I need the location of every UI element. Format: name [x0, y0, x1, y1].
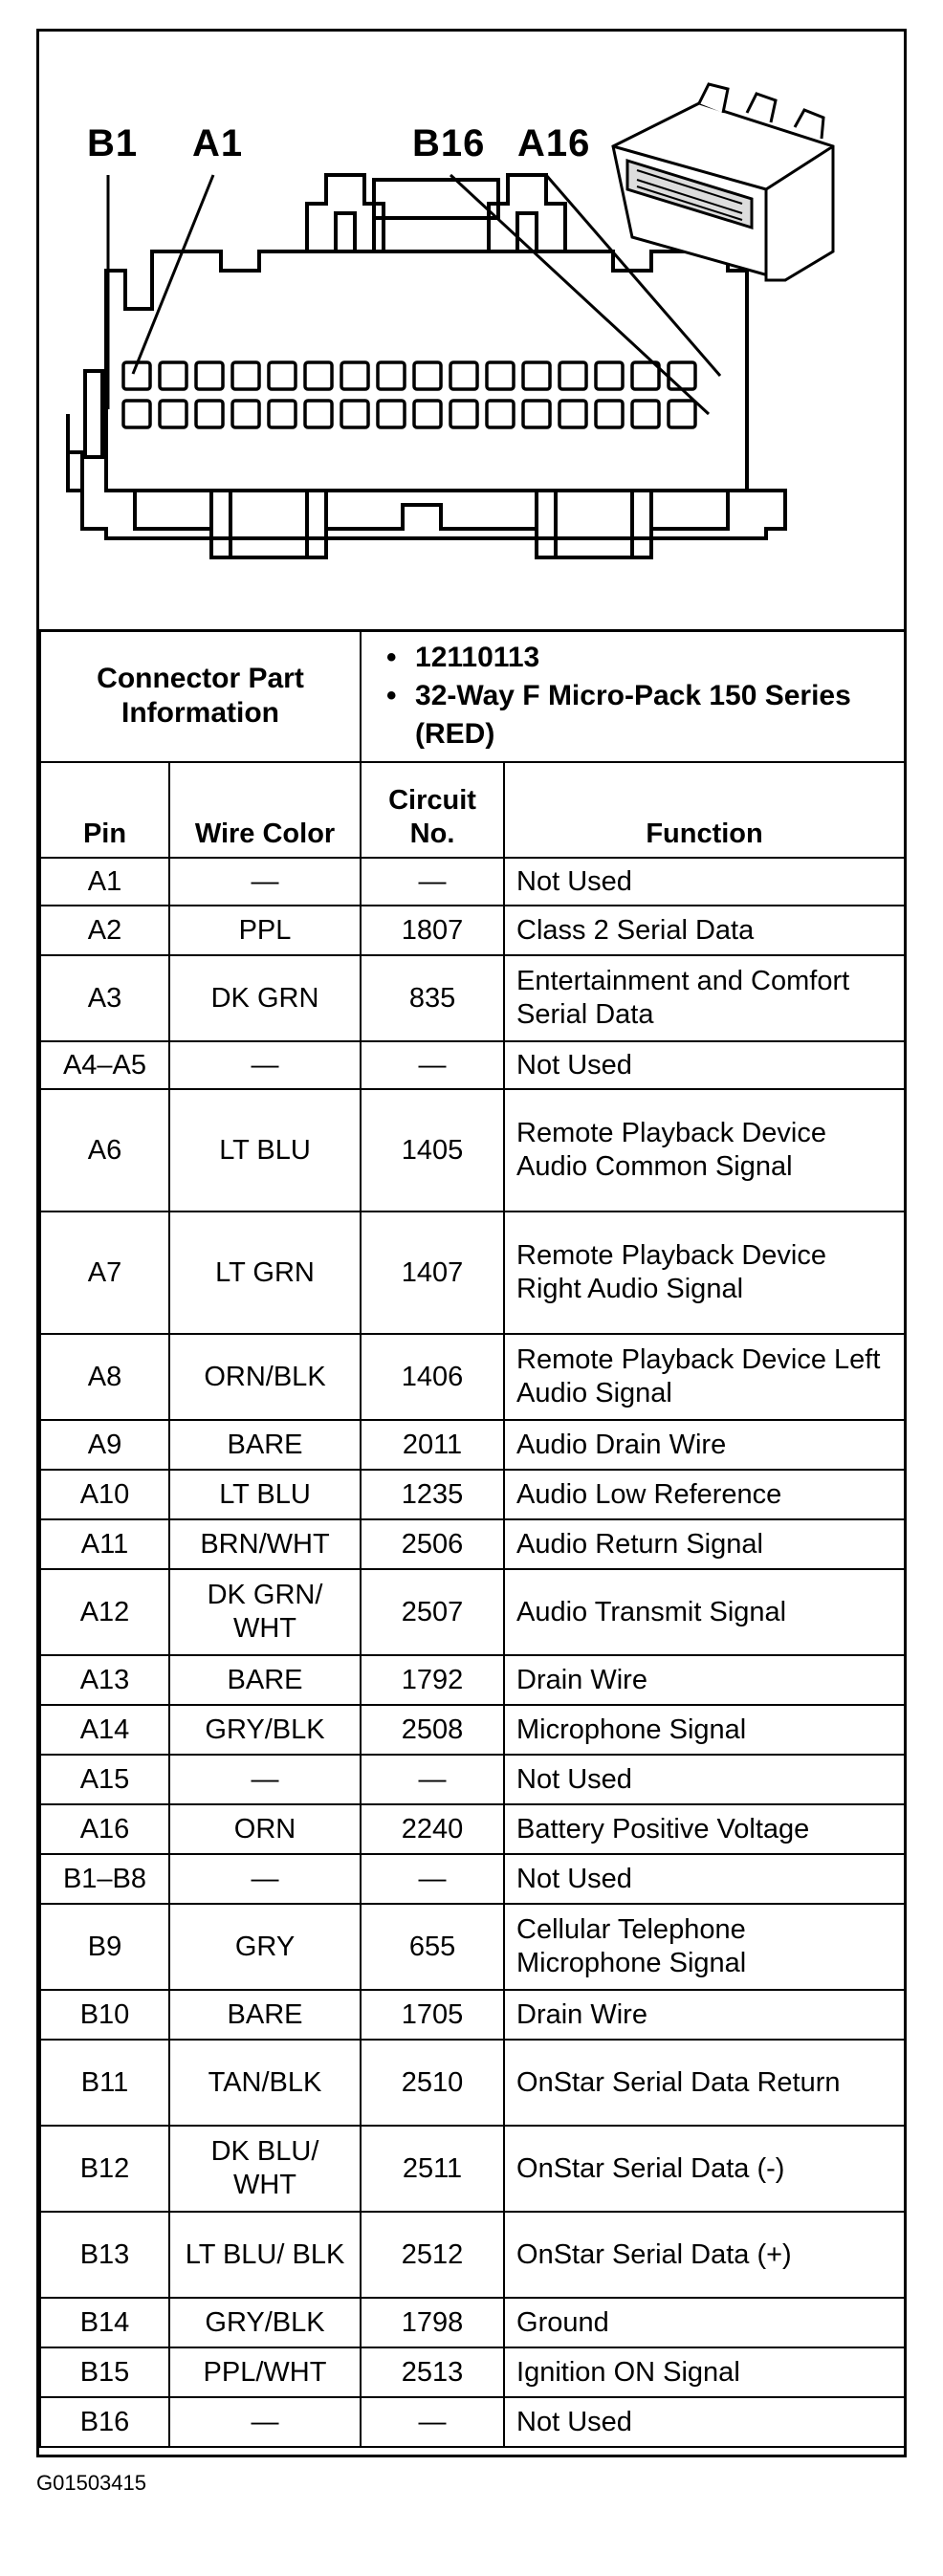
function-cell: Ignition ON Signal — [504, 2347, 905, 2397]
circuit-cell: 2508 — [361, 1705, 504, 1755]
pin-cell: B12 — [40, 2126, 169, 2212]
wire-color-cell: DK BLU/ WHT — [169, 2126, 361, 2212]
pin-cavity — [523, 401, 550, 427]
wire-color-cell: DK GRN/ WHT — [169, 1569, 361, 1655]
function-cell: Entertainment and Comfort Serial Data — [504, 955, 905, 1041]
pin-cell: B13 — [40, 2212, 169, 2298]
function-cell: Audio Low Reference — [504, 1470, 905, 1519]
pin-cell: A3 — [40, 955, 169, 1041]
pin-cavity — [269, 362, 296, 389]
header-function: Function — [504, 762, 905, 858]
wire-color-cell: — — [169, 1755, 361, 1804]
connector-drawing — [39, 32, 904, 629]
pin-cell: A10 — [40, 1470, 169, 1519]
function-cell: Drain Wire — [504, 1655, 905, 1705]
label-b16: B16 — [412, 122, 486, 164]
table-row — [40, 1904, 905, 1990]
table-row — [40, 955, 905, 1041]
pin-cell: A8 — [40, 1334, 169, 1420]
wire-color-cell: DK GRN — [169, 955, 361, 1041]
connector-info-values — [361, 630, 905, 762]
table-row — [40, 906, 905, 955]
pin-cavity — [378, 401, 405, 427]
circuit-cell: 1235 — [361, 1470, 504, 1519]
wire-color-cell: GRY/BLK — [169, 1705, 361, 1755]
wire-color-cell: TAN/BLK — [169, 2040, 361, 2126]
pin-cavity — [160, 362, 186, 389]
function-cell: Class 2 Serial Data — [504, 906, 905, 955]
pin-cavity — [487, 362, 514, 389]
circuit-cell: — — [361, 2397, 504, 2447]
table-row — [40, 1854, 905, 1904]
circuit-cell: 2512 — [361, 2212, 504, 2298]
function-cell: Audio Transmit Signal — [504, 1569, 905, 1655]
function-cell: Audio Drain Wire — [504, 1420, 905, 1470]
circuit-cell: — — [361, 1854, 504, 1904]
header-circuit: Circuit No. — [361, 762, 504, 858]
function-cell: Not Used — [504, 1041, 905, 1089]
connector-body-outline — [106, 251, 747, 491]
pin-cavity — [232, 362, 259, 389]
pin-cell: A7 — [40, 1212, 169, 1334]
connector-frame — [36, 29, 907, 2457]
function-cell: Drain Wire — [504, 1990, 905, 2040]
header-pin: Pin — [40, 762, 169, 858]
pin-cavity — [596, 362, 623, 389]
pin-cell: B15 — [40, 2347, 169, 2397]
function-cell: Not Used — [504, 2397, 905, 2447]
circuit-cell: 655 — [361, 1904, 504, 1990]
circuit-cell: 2240 — [361, 1804, 504, 1854]
table-row — [40, 2040, 905, 2126]
pin-cell: B9 — [40, 1904, 169, 1990]
circuit-cell: 1405 — [361, 1089, 504, 1212]
wire-color-cell: — — [169, 858, 361, 906]
wire-color-cell: ORN — [169, 1804, 361, 1854]
pin-cavity — [341, 362, 368, 389]
header-wire-color: Wire Color — [169, 762, 361, 858]
pin-cavity — [669, 362, 695, 389]
label-a16: A16 — [517, 122, 591, 164]
table-row — [40, 2347, 905, 2397]
circuit-cell: 1407 — [361, 1212, 504, 1334]
table-row — [40, 1755, 905, 1804]
connector-part-number: • 12110113 — [381, 639, 885, 677]
connector-base-outline — [68, 414, 785, 538]
pin-cavity — [305, 362, 332, 389]
wire-color-cell: LT BLU — [169, 1470, 361, 1519]
pin-cavity — [341, 401, 368, 427]
circuit-cell: — — [361, 858, 504, 906]
wire-color-cell: BRN/WHT — [169, 1519, 361, 1569]
connector-diagram — [39, 32, 904, 632]
side-latch — [85, 371, 102, 457]
function-cell: Ground — [504, 2298, 905, 2347]
function-cell: Battery Positive Voltage — [504, 1804, 905, 1854]
table-row — [40, 858, 905, 906]
circuit-cell: 2506 — [361, 1519, 504, 1569]
pin-cavity — [160, 401, 186, 427]
pin-cavity — [559, 401, 586, 427]
pin-cavity — [559, 362, 586, 389]
pin-cell: B16 — [40, 2397, 169, 2447]
circuit-cell: 2507 — [361, 1569, 504, 1655]
wire-color-cell: BARE — [169, 1655, 361, 1705]
pin-cavity — [523, 362, 550, 389]
table-row — [40, 1569, 905, 1655]
circuit-cell: 1792 — [361, 1655, 504, 1705]
pin-cell: A15 — [40, 1755, 169, 1804]
pin-cavity — [269, 401, 296, 427]
connector-info-row — [40, 630, 905, 762]
table-row — [40, 1990, 905, 2040]
function-cell: OnStar Serial Data Return — [504, 2040, 905, 2126]
pin-cavity — [632, 362, 659, 389]
circuit-cell: 2011 — [361, 1420, 504, 1470]
table-row — [40, 1519, 905, 1569]
table-row — [40, 1420, 905, 1470]
pin-cavity — [450, 401, 477, 427]
table-row — [40, 1041, 905, 1089]
table-row — [40, 2212, 905, 2298]
wire-color-cell: — — [169, 2397, 361, 2447]
wire-color-cell: LT GRN — [169, 1212, 361, 1334]
a1-leader — [133, 175, 213, 374]
wire-color-cell: GRY — [169, 1904, 361, 1990]
connector-description: • 32-Way F Micro-Pack 150 Series (RED) — [381, 677, 885, 753]
pin-cell: B14 — [40, 2298, 169, 2347]
function-cell: Remote Playback Device Left Audio Signal — [504, 1334, 905, 1420]
circuit-cell: — — [361, 1755, 504, 1804]
table-row — [40, 1470, 905, 1519]
pin-cavities — [123, 362, 695, 427]
circuit-cell: 1807 — [361, 906, 504, 955]
pin-cell: A4–A5 — [40, 1041, 169, 1089]
label-a1: A1 — [192, 122, 244, 164]
pin-cell: B1–B8 — [40, 1854, 169, 1904]
pin-cell: B10 — [40, 1990, 169, 2040]
table-row — [40, 1334, 905, 1420]
pin-cell: A1 — [40, 858, 169, 906]
wire-color-cell: — — [169, 1041, 361, 1089]
table-row — [40, 2298, 905, 2347]
pin-cell: A11 — [40, 1519, 169, 1569]
function-cell: Not Used — [504, 1755, 905, 1804]
wire-color-cell: PPL/WHT — [169, 2347, 361, 2397]
label-b1: B1 — [87, 122, 139, 164]
circuit-cell: 835 — [361, 955, 504, 1041]
wire-color-cell: GRY/BLK — [169, 2298, 361, 2347]
circuit-cell: 2511 — [361, 2126, 504, 2212]
connector-thumbnail — [613, 84, 833, 280]
pin-cell: A16 — [40, 1804, 169, 1854]
pin-cavity — [414, 362, 441, 389]
pin-cavity — [305, 401, 332, 427]
table-row — [40, 2397, 905, 2447]
pinout-table — [39, 629, 906, 2448]
circuit-cell: 1798 — [361, 2298, 504, 2347]
pin-cell: A2 — [40, 906, 169, 955]
circuit-cell: 1705 — [361, 1990, 504, 2040]
wire-color-cell: BARE — [169, 1990, 361, 2040]
function-cell: Microphone Signal — [504, 1705, 905, 1755]
wire-color-cell: PPL — [169, 906, 361, 955]
pin-cavity — [450, 362, 477, 389]
wire-color-cell: LT BLU/ BLK — [169, 2212, 361, 2298]
table-row — [40, 1804, 905, 1854]
pin-cavity — [378, 362, 405, 389]
pin-cavity — [414, 401, 441, 427]
pin-cavity — [632, 401, 659, 427]
table-row — [40, 1089, 905, 1212]
circuit-cell: — — [361, 1041, 504, 1089]
pin-cavity — [596, 401, 623, 427]
pin-cavity — [232, 401, 259, 427]
latch-bridge — [374, 180, 498, 218]
pin-cavity — [669, 401, 695, 427]
circuit-cell: 2513 — [361, 2347, 504, 2397]
wire-color-cell: ORN/BLK — [169, 1334, 361, 1420]
table-row — [40, 1705, 905, 1755]
table-row — [40, 1655, 905, 1705]
wire-color-cell: — — [169, 1854, 361, 1904]
function-cell: Cellular Telephone Microphone Signal — [504, 1904, 905, 1990]
function-cell: Remote Playback Device Right Audio Signal — [504, 1212, 905, 1334]
pin-cavity — [123, 401, 150, 427]
pin-cell: A13 — [40, 1655, 169, 1705]
function-cell: Not Used — [504, 1854, 905, 1904]
function-cell: Not Used — [504, 858, 905, 906]
function-cell: OnStar Serial Data (+) — [504, 2212, 905, 2298]
pin-cavity — [196, 362, 223, 389]
table-header-row — [40, 762, 905, 858]
table-row — [40, 1212, 905, 1334]
pin-cell: A14 — [40, 1705, 169, 1755]
pin-cell: A9 — [40, 1420, 169, 1470]
wire-color-cell: LT BLU — [169, 1089, 361, 1212]
pin-cavity — [196, 401, 223, 427]
function-cell: OnStar Serial Data (-) — [504, 2126, 905, 2212]
function-cell: Remote Playback Device Audio Common Signal — [504, 1089, 905, 1212]
circuit-cell: 1406 — [361, 1334, 504, 1420]
function-cell: Audio Return Signal — [504, 1519, 905, 1569]
connector-info-label: Connector Part Information — [40, 630, 361, 762]
wire-color-cell: BARE — [169, 1420, 361, 1470]
table-row — [40, 2126, 905, 2212]
pin-cell: A12 — [40, 1569, 169, 1655]
figure-id: G01503415 — [36, 2471, 146, 2495]
circuit-cell: 2510 — [361, 2040, 504, 2126]
pin-cell: A6 — [40, 1089, 169, 1212]
pin-cavity — [487, 401, 514, 427]
pin-cell: B11 — [40, 2040, 169, 2126]
